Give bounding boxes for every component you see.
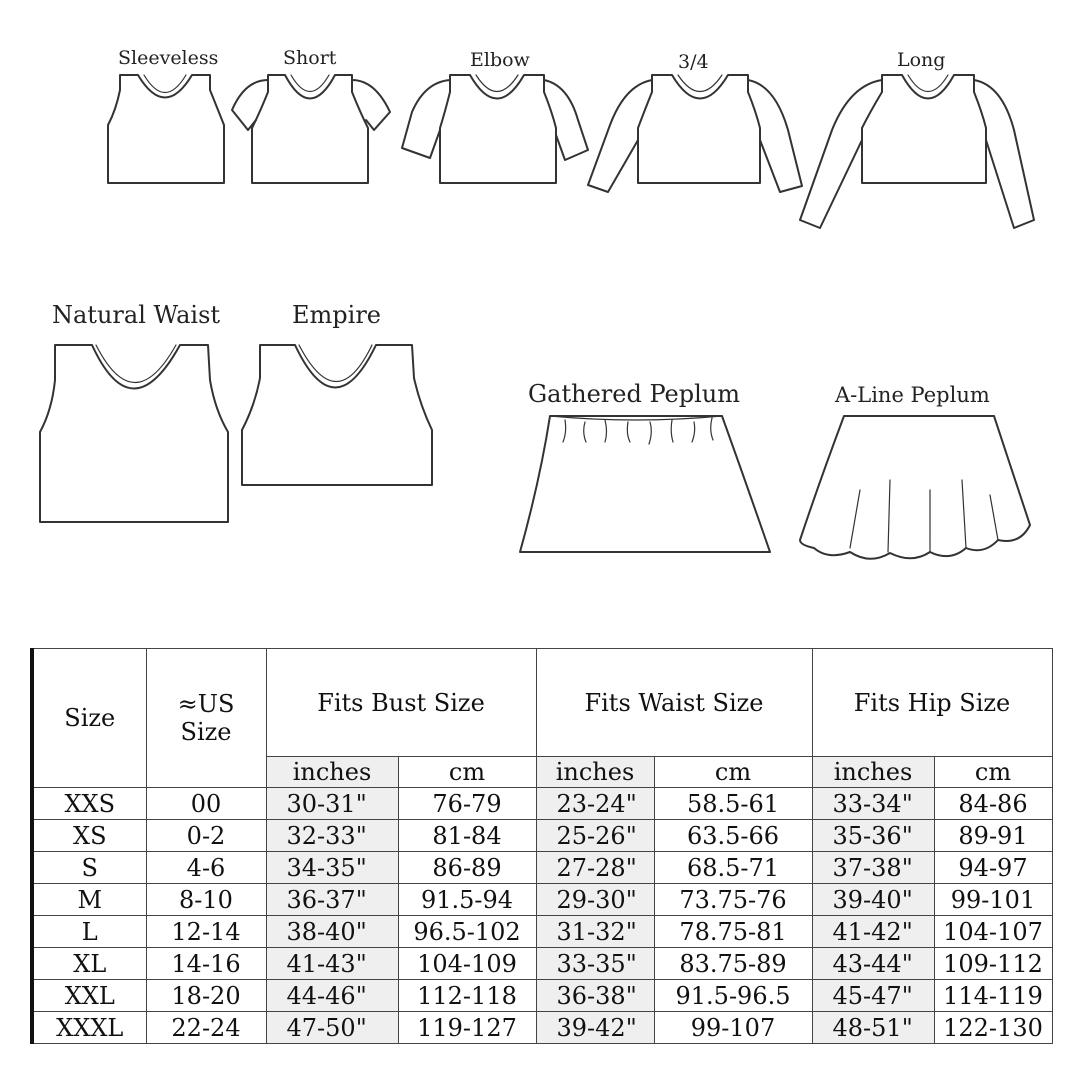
hip-inches-cell: 37-38" (812, 852, 934, 884)
unit-cell: cm (934, 757, 1052, 788)
empire-bodice-drawing (242, 345, 432, 485)
table-row (32, 1012, 1052, 1044)
us-size-cell: 18-20 (146, 980, 266, 1012)
us-size-header (146, 649, 266, 788)
natural-waist-label: Natural Waist (52, 301, 221, 329)
bust-inches-cell: 41-43" (266, 948, 398, 980)
size-header: Size (32, 649, 146, 788)
waist-cm-cell: 63.5-66 (654, 820, 812, 852)
sleeveless-label: Sleeveless (118, 47, 219, 69)
unit-cell: cm (654, 757, 812, 788)
three-quarter-label: 3/4 (678, 51, 709, 73)
waist-header: Fits Waist Size (536, 649, 812, 757)
waist-inches-cell: 36-38" (536, 980, 654, 1012)
hip-inches-cell: 41-42" (812, 916, 934, 948)
table-row (32, 884, 1052, 916)
size-cell: XL (32, 948, 146, 980)
natural-waist-bodice-drawing (40, 345, 228, 522)
hip-cm-cell: 84-86 (934, 788, 1052, 820)
size-cell: XS (32, 820, 146, 852)
unit-cell: inches (266, 757, 398, 788)
unit-cell: cm (398, 757, 536, 788)
aline-peplum-label: A-Line Peplum (835, 383, 990, 407)
hip-inches-cell: 39-40" (812, 884, 934, 916)
elbow-label: Elbow (470, 49, 530, 71)
sleeveless-bodice-drawing (108, 75, 224, 183)
bust-inches-cell: 36-37" (266, 884, 398, 916)
table-header-row (32, 649, 1052, 757)
size-cell: M (32, 884, 146, 916)
short-sleeve-bodice-drawing (232, 75, 390, 183)
waist-inches-cell: 23-24" (536, 788, 654, 820)
bust-cm-cell: 76-79 (398, 788, 536, 820)
size-cell: XXL (32, 980, 146, 1012)
us-size-cell: 12-14 (146, 916, 266, 948)
unit-cell: inches (812, 757, 934, 788)
bust-cm-cell: 112-118 (398, 980, 536, 1012)
us-size-cell: 00 (146, 788, 266, 820)
hip-cm-cell: 114-119 (934, 980, 1052, 1012)
unit-cell: inches (536, 757, 654, 788)
size-cell: XXS (32, 788, 146, 820)
bust-cm-cell: 81-84 (398, 820, 536, 852)
waist-inches-cell: 39-42" (536, 1012, 654, 1044)
us-size-cell: 4-6 (146, 852, 266, 884)
size-cell: S (32, 852, 146, 884)
bust-inches-cell: 32-33" (266, 820, 398, 852)
bust-cm-cell: 104-109 (398, 948, 536, 980)
bust-cm-cell: 119-127 (398, 1012, 536, 1044)
table-row (32, 788, 1052, 820)
waist-cm-cell: 91.5-96.5 (654, 980, 812, 1012)
hip-cm-cell: 122-130 (934, 1012, 1052, 1044)
hip-cm-cell: 89-91 (934, 820, 1052, 852)
bust-inches-cell: 44-46" (266, 980, 398, 1012)
bust-header: Fits Bust Size (266, 649, 536, 757)
bust-inches-cell: 38-40" (266, 916, 398, 948)
waist-cm-cell: 58.5-61 (654, 788, 812, 820)
waist-inches-cell: 25-26" (536, 820, 654, 852)
us-size-cell: 8-10 (146, 884, 266, 916)
hip-cm-cell: 94-97 (934, 852, 1052, 884)
hip-inches-cell: 45-47" (812, 980, 934, 1012)
table-row (32, 852, 1052, 884)
us-size-cell: 22-24 (146, 1012, 266, 1044)
us-size-header-line1: ≈US (177, 690, 235, 718)
table-row (32, 916, 1052, 948)
us-size-cell: 14-16 (146, 948, 266, 980)
empire-label: Empire (292, 301, 381, 329)
bust-inches-cell: 34-35" (266, 852, 398, 884)
hip-cm-cell: 104-107 (934, 916, 1052, 948)
us-size-header-line2: Size (180, 718, 232, 746)
waist-cm-cell: 83.75-89 (654, 948, 812, 980)
hip-cm-cell: 99-101 (934, 884, 1052, 916)
us-size-cell: 0-2 (146, 820, 266, 852)
bust-inches-cell: 30-31" (266, 788, 398, 820)
size-cell: L (32, 916, 146, 948)
gathered-peplum-label: Gathered Peplum (528, 380, 740, 408)
table-body (32, 788, 1052, 1044)
waist-inches-cell: 33-35" (536, 948, 654, 980)
bust-cm-cell: 86-89 (398, 852, 536, 884)
hip-inches-cell: 48-51" (812, 1012, 934, 1044)
table-row (32, 820, 1052, 852)
waist-cm-cell: 68.5-71 (654, 852, 812, 884)
waist-cm-cell: 78.75-81 (654, 916, 812, 948)
size-cell: XXXL (32, 1012, 146, 1044)
table-row (32, 980, 1052, 1012)
elbow-sleeve-bodice-drawing (402, 75, 588, 183)
hip-cm-cell: 109-112 (934, 948, 1052, 980)
long-label: Long (897, 49, 946, 71)
gathered-peplum-drawing (520, 416, 770, 552)
three-quarter-sleeve-bodice-drawing (588, 75, 802, 192)
hip-header: Fits Hip Size (812, 649, 1052, 757)
bust-cm-cell: 96.5-102 (398, 916, 536, 948)
hip-inches-cell: 35-36" (812, 820, 934, 852)
waist-inches-cell: 29-30" (536, 884, 654, 916)
aline-peplum-drawing (800, 416, 1030, 559)
waist-cm-cell: 73.75-76 (654, 884, 812, 916)
waist-cm-cell: 99-107 (654, 1012, 812, 1044)
hip-inches-cell: 33-34" (812, 788, 934, 820)
table-row (32, 948, 1052, 980)
bust-inches-cell: 47-50" (266, 1012, 398, 1044)
waist-inches-cell: 31-32" (536, 916, 654, 948)
short-label: Short (283, 47, 337, 69)
waist-inches-cell: 27-28" (536, 852, 654, 884)
long-sleeve-bodice-drawing (800, 75, 1034, 228)
hip-inches-cell: 43-44" (812, 948, 934, 980)
size-chart-table (30, 648, 1053, 1044)
bust-cm-cell: 91.5-94 (398, 884, 536, 916)
